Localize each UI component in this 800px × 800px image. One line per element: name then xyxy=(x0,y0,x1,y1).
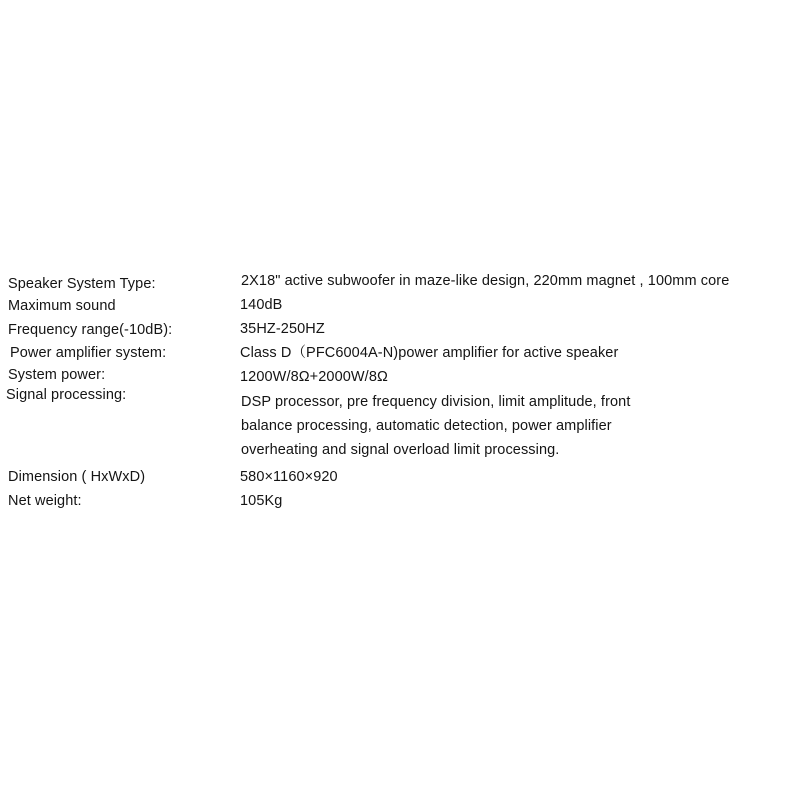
dimension-label: Dimension ( HxWxD) xyxy=(8,469,146,485)
speaker-system-type-label: Speaker System Type: xyxy=(8,276,156,292)
signal-processing-line-2: balance processing, automatic detection, power amplifier xyxy=(241,418,612,434)
power-amplifier-system-label: Power amplifier system: xyxy=(10,345,167,361)
net-weight-label: Net weight: xyxy=(8,493,82,509)
signal-processing-line-1: DSP processor, pre frequency division, limit amplitude, front xyxy=(241,394,631,410)
maximum-sound-label: Maximum sound xyxy=(8,298,116,314)
maximum-sound-value: 140dB xyxy=(240,297,283,313)
power-amplifier-system-value: Class D（PFC6004A-N)power amplifier for active speaker xyxy=(240,345,619,361)
system-power-value: 1200W/8Ω+2000W/8Ω xyxy=(240,369,388,385)
signal-processing-line-3: overheating and signal overload limit processing. xyxy=(241,442,560,458)
frequency-range-label: Frequency range(-10dB): xyxy=(8,322,173,338)
dimension-value: 580×1160×920 xyxy=(240,469,338,485)
frequency-range-value: 35HZ-250HZ xyxy=(240,321,325,337)
speaker-system-type-value: 2X18" active subwoofer in maze-like design, 220mm magnet , 100mm core xyxy=(241,273,730,289)
signal-processing-label: Signal processing: xyxy=(6,387,127,403)
signal-processing-value xyxy=(241,390,711,462)
net-weight-value: 105Kg xyxy=(240,493,283,509)
system-power-label: System power: xyxy=(8,367,106,383)
